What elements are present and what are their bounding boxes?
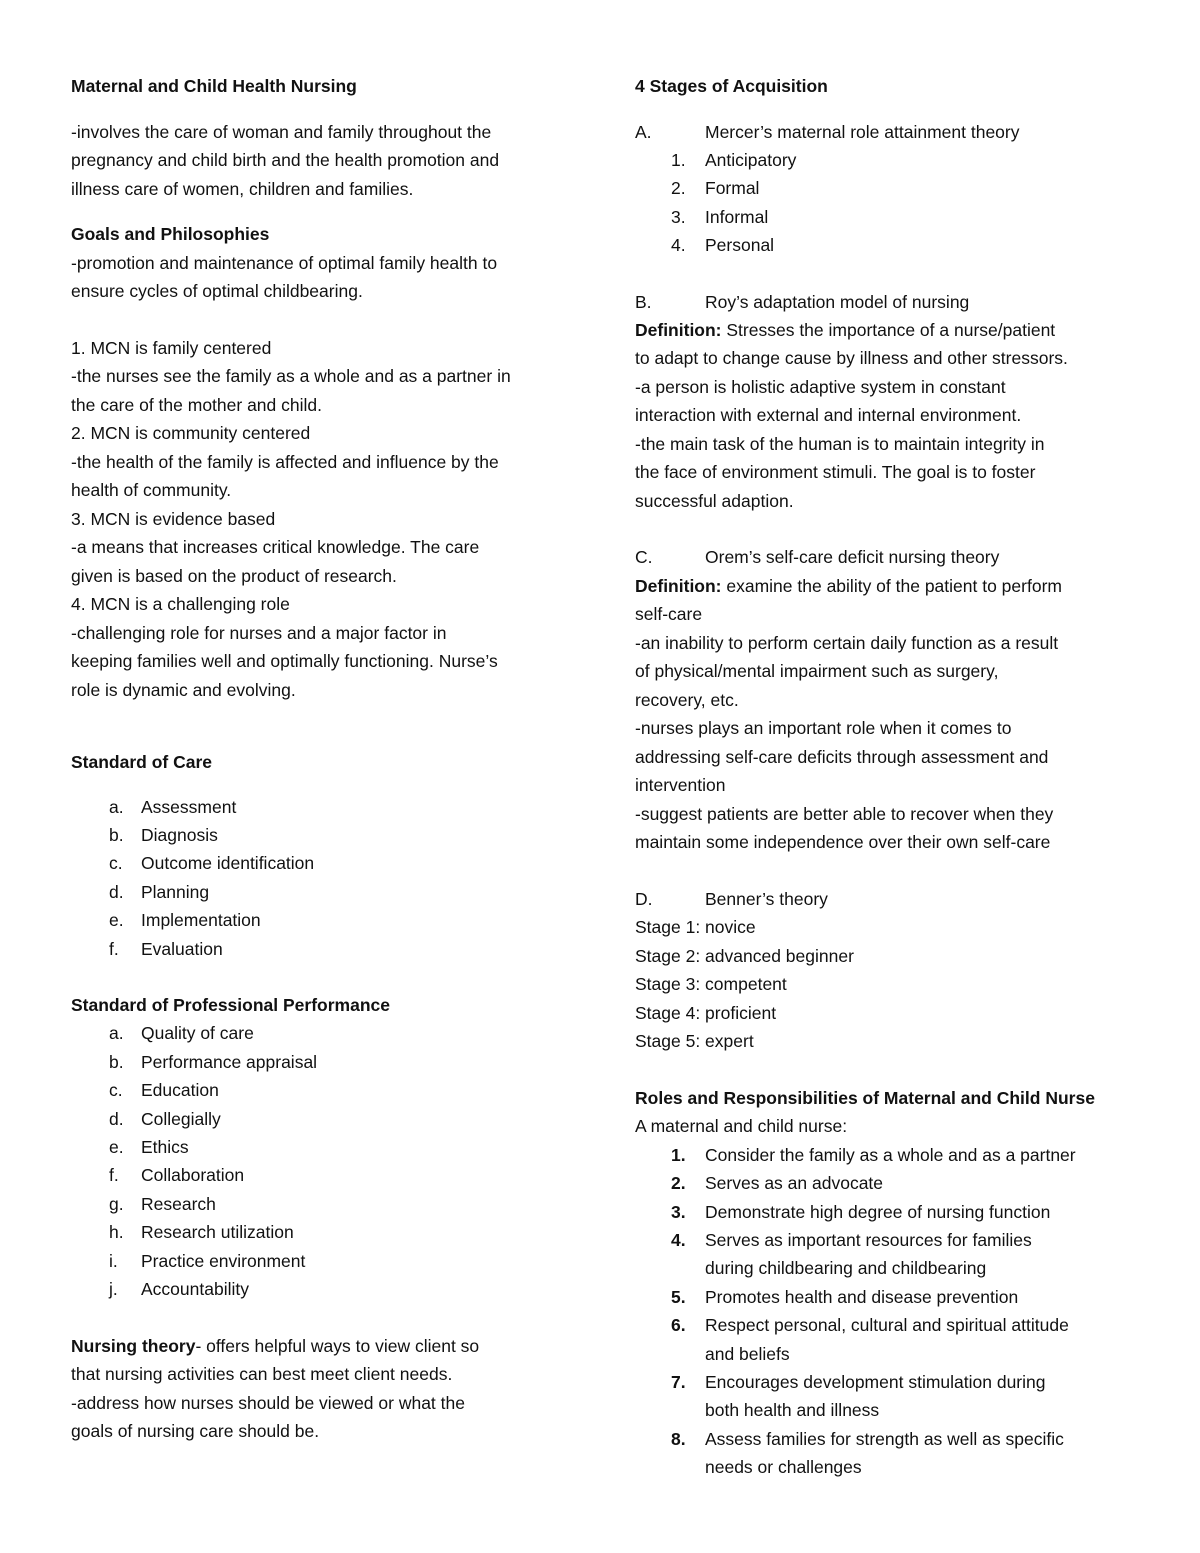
roles-intro: A maternal and child nurse: bbox=[635, 1116, 848, 1137]
nursing-theory-line: that nursing activities can best meet client needs. bbox=[71, 1364, 453, 1384]
theory-heading-mercer: A. Mercer’s maternal role attainment theory bbox=[635, 121, 1020, 142]
list-item: f. Evaluation bbox=[109, 938, 223, 959]
list-item: j. Accountability bbox=[109, 1279, 249, 1300]
orem-line: addressing self-care deficits through assessment and bbox=[635, 746, 1049, 767]
benner-stages bbox=[635, 913, 1135, 1056]
list-item: a. Assessment bbox=[109, 796, 237, 817]
list-item: 2. Formal bbox=[671, 178, 760, 199]
mcn-line: 1. MCN is family centered bbox=[71, 337, 272, 358]
list-item: h. Research utilization bbox=[109, 1222, 294, 1243]
orem-definition bbox=[635, 572, 1135, 857]
definition-label: Definition: bbox=[635, 575, 722, 596]
mcn-line: -a means that increases critical knowledge. The care bbox=[71, 537, 480, 557]
theory-heading-benner: D. Benner’s theory bbox=[635, 888, 828, 909]
orem-line: -an inability to perform certain daily function as a result bbox=[635, 632, 1059, 653]
benner-stage: Stage 1: novice bbox=[635, 917, 756, 938]
nursing-theory-line: Nursing theory- offers helpful ways to view client so bbox=[71, 1335, 480, 1356]
mcn-line: 3. MCN is evidence based bbox=[71, 508, 276, 529]
list-item: d. Planning bbox=[109, 881, 210, 902]
list-item: 6. Respect personal, cultural and spiritual attitude bbox=[671, 1315, 1069, 1336]
mcn-line: -the health of the family is affected and influence by the bbox=[71, 451, 499, 472]
list-item: c. Outcome identification bbox=[109, 853, 315, 874]
mcn-line: the care of the mother and child. bbox=[71, 394, 322, 415]
orem-line: -suggest patients are better able to recover when they bbox=[635, 803, 1054, 824]
nursing-theory-line: -address how nurses should be viewed or what the bbox=[71, 1392, 465, 1413]
intro-line: illness care of women, children and families. bbox=[71, 178, 414, 199]
document-title: Maternal and Child Health Nursing bbox=[71, 76, 357, 96]
mcn-line: keeping families well and optimally functioning. Nurse’s bbox=[71, 651, 498, 671]
list-item: e. Ethics bbox=[109, 1137, 189, 1158]
list-item: e. Implementation bbox=[109, 910, 261, 931]
list-item-continuation: both health and illness bbox=[705, 1400, 880, 1421]
list-item: c. Education bbox=[109, 1080, 219, 1101]
orem-line: Definition: examine the ability of the patient to perform bbox=[635, 575, 1062, 596]
intro-paragraph bbox=[71, 118, 581, 204]
orem-line: of physical/mental impairment such as surgery, bbox=[635, 661, 999, 682]
orem-line: recovery, etc. bbox=[635, 689, 739, 710]
list-item: d. Collegially bbox=[109, 1108, 221, 1129]
benner-stage: Stage 2: advanced beginner bbox=[635, 945, 854, 966]
theory-heading-roy: B. Roy’s adaptation model of nursing bbox=[635, 291, 970, 312]
list-item: 3. Informal bbox=[671, 206, 769, 227]
goals-heading: Goals and Philosophies bbox=[71, 224, 270, 244]
list-item-continuation: needs or challenges bbox=[705, 1457, 862, 1478]
mcn-line: role is dynamic and evolving. bbox=[71, 679, 296, 700]
theory-heading-orem: C. Orem’s self-care deficit nursing theory bbox=[635, 547, 1000, 568]
list-item: b. Diagnosis bbox=[109, 824, 218, 845]
list-item-continuation: and beliefs bbox=[705, 1343, 790, 1364]
definition-label: Definition: bbox=[635, 319, 722, 340]
mcn-principles bbox=[71, 334, 581, 705]
list-item: f. Collaboration bbox=[109, 1165, 245, 1186]
list-item: b. Performance appraisal bbox=[109, 1051, 318, 1072]
right-column bbox=[635, 72, 1135, 1482]
list-item: g. Research bbox=[109, 1193, 216, 1214]
list-item: 4. Serves as important resources for families bbox=[671, 1229, 1032, 1250]
roy-line: -a person is holistic adaptive system in constant bbox=[635, 376, 1006, 397]
nursing-theory-paragraph bbox=[71, 1332, 581, 1446]
roy-definition bbox=[635, 316, 1135, 516]
roy-line: the face of environment stimuli. The goal is to foster bbox=[635, 462, 1036, 483]
orem-line: -nurses plays an important role when it comes to bbox=[635, 718, 1012, 739]
roy-line: -the main task of the human is to maintain integrity in bbox=[635, 433, 1045, 454]
orem-line: intervention bbox=[635, 775, 726, 796]
roles-list bbox=[635, 1141, 1135, 1482]
mercer-stages-list bbox=[635, 146, 1135, 260]
intro-line: pregnancy and child birth and the health promotion and bbox=[71, 150, 500, 170]
orem-line: self-care bbox=[635, 604, 703, 625]
mcn-line: 4. MCN is a challenging role bbox=[71, 594, 290, 614]
roy-line: interaction with external and internal environment. bbox=[635, 405, 1022, 426]
professional-list bbox=[71, 1019, 581, 1303]
benner-stage: Stage 4: proficient bbox=[635, 1002, 777, 1023]
professional-heading: Standard of Professional Performance bbox=[71, 994, 390, 1015]
intro-line: -involves the care of woman and family throughout the bbox=[71, 121, 492, 142]
list-item: 2. Serves as an advocate bbox=[671, 1173, 884, 1194]
roy-line: Definition: Stresses the importance of a nurse/patient bbox=[635, 319, 1056, 340]
mcn-line: 2. MCN is community centered bbox=[71, 423, 311, 443]
list-item: 4. Personal bbox=[671, 235, 775, 256]
nursing-theory-line: goals of nursing care should be. bbox=[71, 1421, 320, 1441]
list-item: 1. Anticipatory bbox=[671, 149, 797, 170]
list-item: 8. Assess families for strength as well as specific bbox=[671, 1428, 1064, 1449]
list-item: 3. Demonstrate high degree of nursing function bbox=[671, 1201, 1051, 1222]
roy-line: to adapt to change cause by illness and other stressors. bbox=[635, 348, 1068, 369]
mcn-line: -the nurses see the family as a whole and as a partner in bbox=[71, 366, 511, 386]
goals-line: -promotion and maintenance of optimal family health to bbox=[71, 252, 498, 273]
mcn-line: health of community. bbox=[71, 480, 232, 500]
acquisition-heading: 4 Stages of Acquisition bbox=[635, 76, 828, 96]
benner-stage: Stage 5: expert bbox=[635, 1031, 754, 1052]
nursing-theory-term: Nursing theory bbox=[71, 1335, 196, 1356]
left-column bbox=[71, 72, 581, 1446]
mcn-line: -challenging role for nurses and a major factor in bbox=[71, 622, 447, 643]
list-item: i. Practice environment bbox=[109, 1250, 306, 1271]
list-item-continuation: during childbearing and childbearing bbox=[705, 1258, 987, 1279]
goals-line: ensure cycles of optimal childbearing. bbox=[71, 281, 363, 301]
list-item: 5. Promotes health and disease prevention bbox=[671, 1286, 1019, 1307]
standard-care-heading: Standard of Care bbox=[71, 752, 212, 772]
roles-heading: Roles and Responsibilities of Maternal and Child Nurse bbox=[635, 1087, 1095, 1108]
list-item: 1. Consider the family as a whole and as a partner bbox=[671, 1144, 1076, 1165]
standard-care-list bbox=[71, 793, 581, 963]
benner-stage: Stage 3: competent bbox=[635, 974, 787, 995]
mcn-line: given is based on the product of research. bbox=[71, 565, 397, 586]
orem-line: maintain some independence over their own self-care bbox=[635, 832, 1051, 853]
roy-line: successful adaption. bbox=[635, 490, 794, 511]
list-item: a. Quality of care bbox=[109, 1023, 254, 1044]
list-item: 7. Encourages development stimulation during bbox=[671, 1372, 1046, 1392]
